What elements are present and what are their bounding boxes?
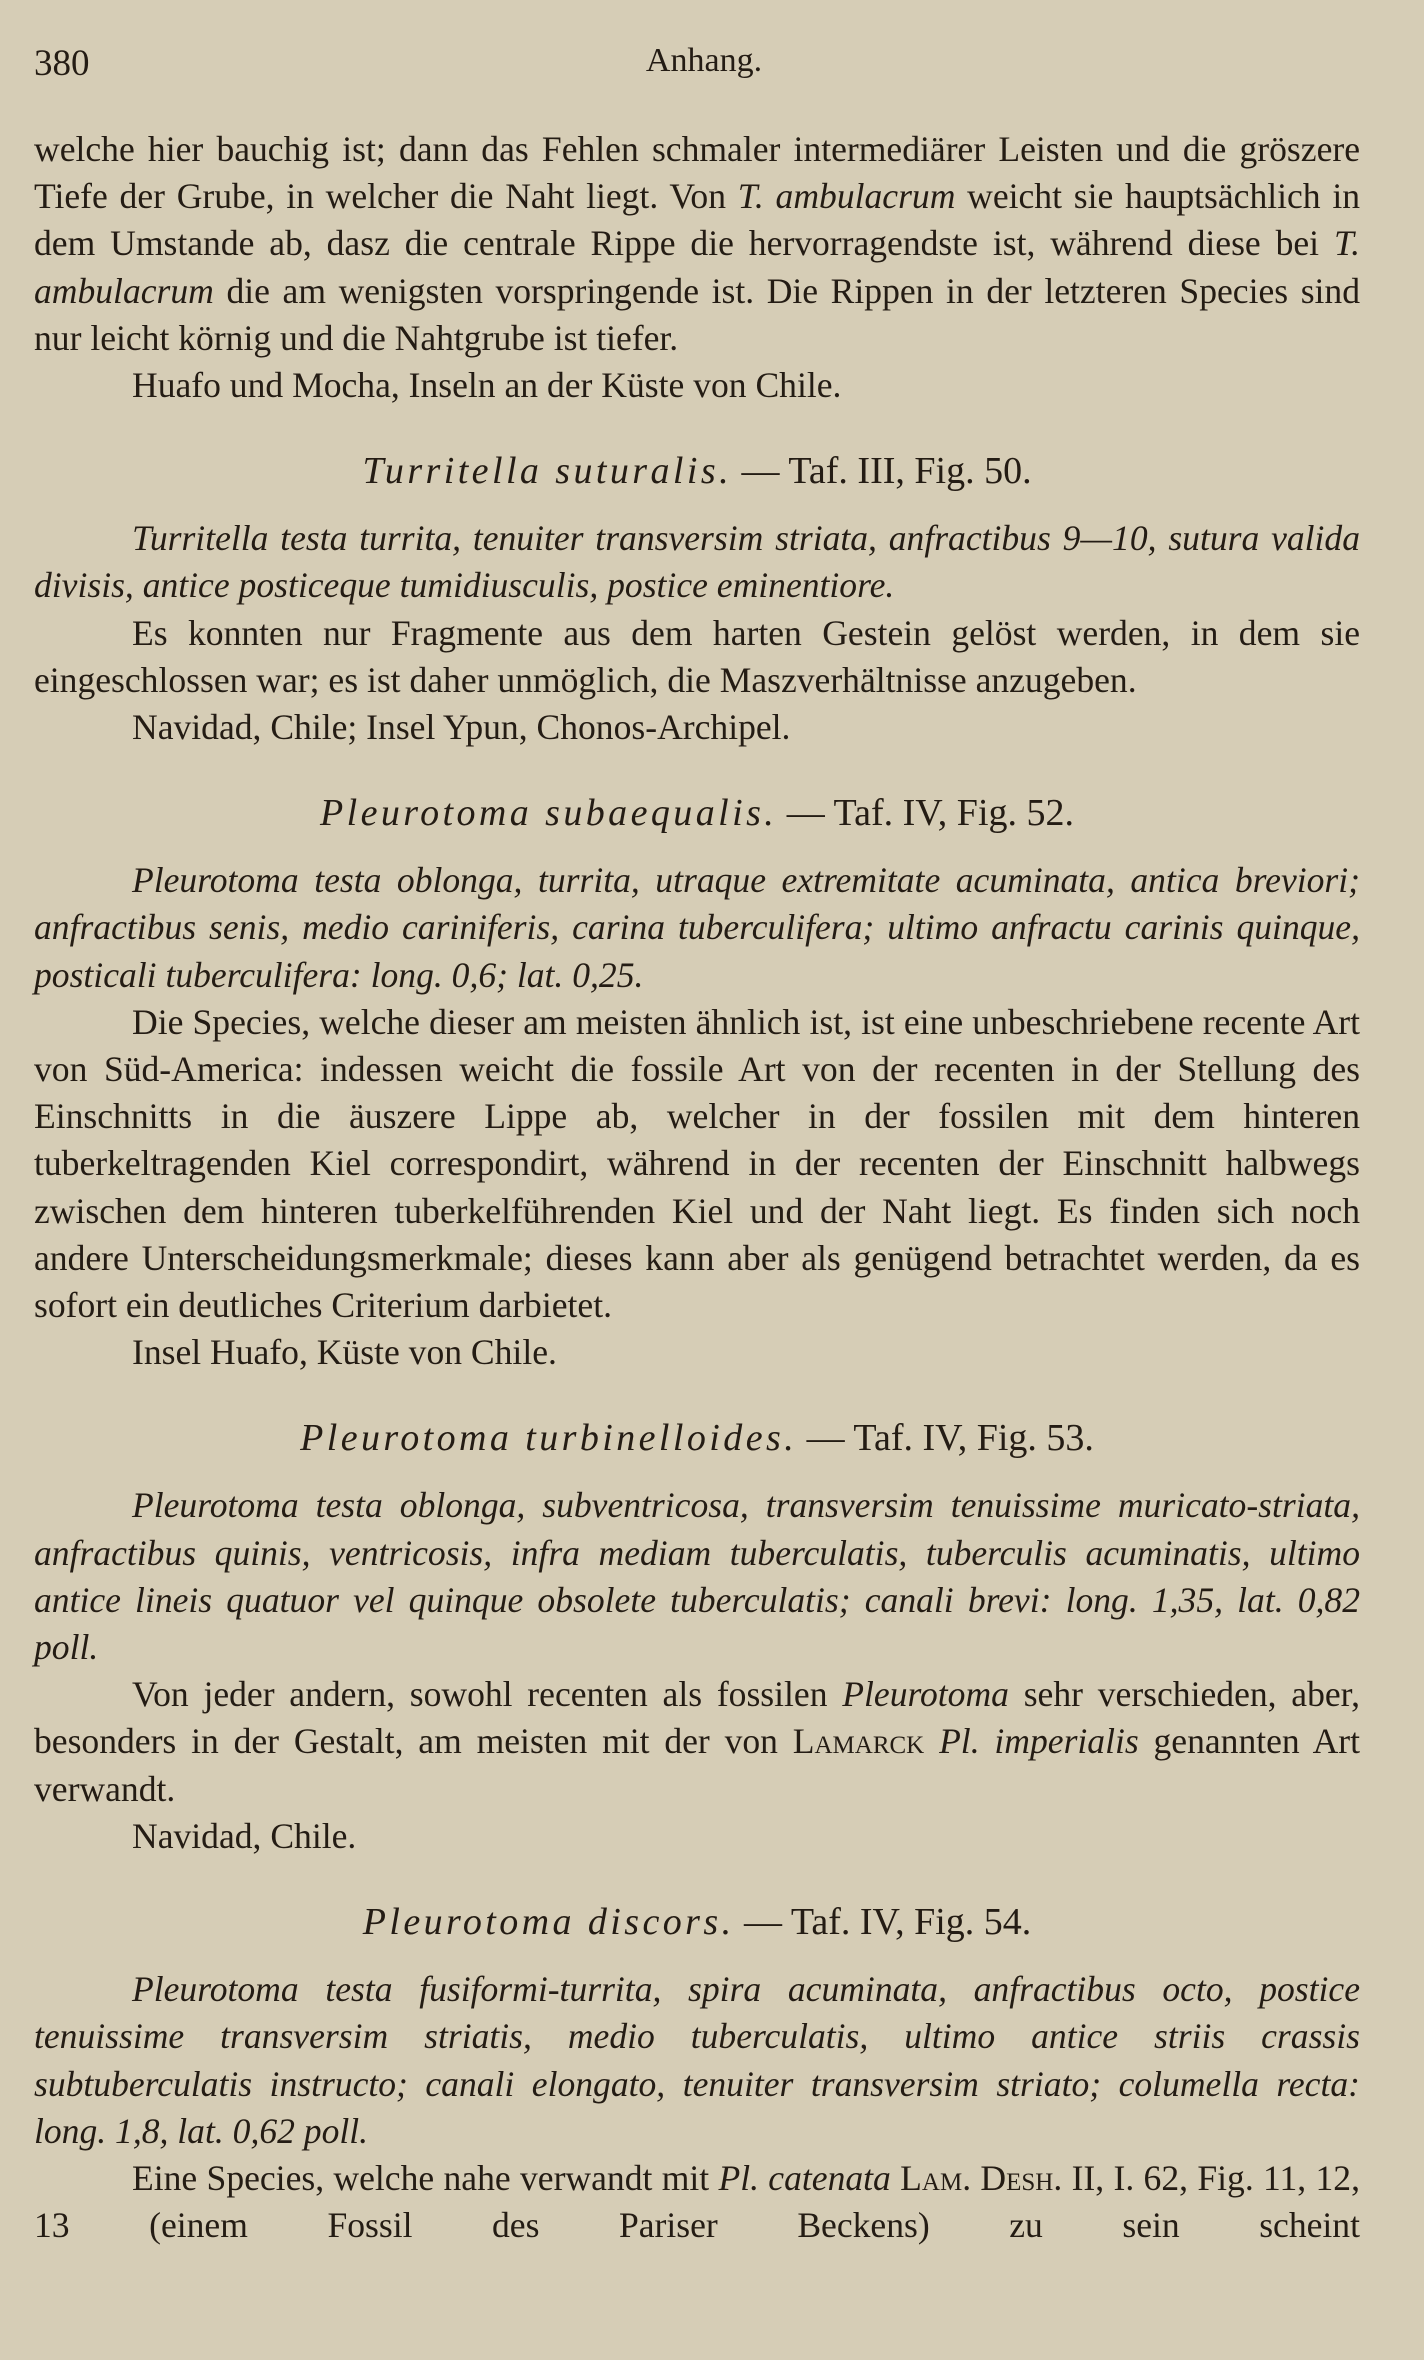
plate-reference: — Taf. IV, Fig. 53.	[797, 1417, 1094, 1460]
paragraph	[34, 126, 1360, 362]
species-name: Pleurotoma subaequalis.	[319, 792, 778, 835]
paragraph	[34, 999, 1360, 1329]
text-run: weicht sie hauptsächlich in dem Umstande ab, dasz die centrale Rippe die hervorragendste ist, während diese bei	[34, 176, 1361, 264]
text-run: welche hier bauchig ist; dann das Fehlen schmaler intermediärer Leisten und die gröszere Tiefe der Grube, in welcher die Naht liegt. Von	[34, 129, 1360, 217]
species-name: Turritella suturalis.	[362, 450, 733, 493]
species-heading	[34, 1896, 1360, 1948]
latin-diagnosis	[34, 1966, 1360, 2155]
plate-reference: — Taf. IV, Fig. 52.	[777, 792, 1075, 835]
text-run: sehr verschieden, aber, besonders in der Gestalt, am meisten mit der von	[34, 1674, 1360, 1762]
species-heading	[34, 445, 1360, 497]
italic-text: T. ambulacrum	[34, 223, 1360, 311]
species-name: Pleurotoma discors.	[362, 1901, 735, 1944]
italic-text: Pl. catenata	[718, 2157, 891, 2198]
italic-text: Pl. imperialis	[939, 1721, 1139, 1762]
species-heading	[34, 787, 1360, 839]
text-run: Es konnten nur Fragmente aus dem harten Gestein gelöst werden, in dem sie eingeschlossen war; es ist daher unmöglich, die Maszverhältnisse anzugeben.	[34, 612, 1360, 700]
text-run: genannten Art verwandt.	[34, 1721, 1360, 1809]
latin-diagnosis	[34, 1482, 1360, 1671]
species-name: Pleurotoma turbinelloides.	[300, 1417, 798, 1460]
species-heading	[34, 1412, 1360, 1464]
author-name: Lam. Desh.	[900, 2157, 1063, 2198]
paragraph	[34, 704, 1360, 751]
paragraph	[34, 1329, 1360, 1376]
paragraph	[34, 610, 1360, 704]
paragraph	[34, 2155, 1360, 2249]
text-run: II, I. 62, Fig. 11, 12, 13 (einem Fossil des Pariser Beckens) zu sein scheint	[34, 2157, 1360, 2246]
text-run: Von jeder andern, sowohl recenten als fossilen	[132, 1674, 843, 1715]
text-run: Turritella testa turrita, tenuiter transversim striata, anfractibus 9—10, sutura valida divisis, antice posticeque tumidiusculis, postice eminentiore.	[34, 518, 1360, 606]
paragraph	[34, 362, 1360, 409]
text-run: Navidad, Chile; Insel Ypun, Chonos-Archipel.	[132, 707, 791, 748]
latin-diagnosis	[34, 857, 1360, 999]
plate-reference: — Taf. IV, Fig. 54.	[734, 1901, 1032, 1944]
plate-reference: — Taf. III, Fig. 50.	[732, 450, 1032, 493]
paragraph	[34, 1671, 1360, 1813]
text-run: Huafo und Mocha, Inseln an der Küste von Chile.	[132, 365, 842, 406]
text-run	[891, 2158, 900, 2198]
text-run	[924, 1721, 939, 1761]
running-title: Anhang.	[645, 42, 763, 79]
paragraph	[34, 1813, 1360, 1860]
page-header	[34, 42, 1374, 92]
latin-diagnosis	[34, 515, 1360, 609]
text-run: die am wenigsten vorspringende ist. Die Rippen in der letzteren Species sind nur leicht körnig und die Nahtgrube ist tiefer.	[34, 270, 1360, 358]
text-run: Navidad, Chile.	[132, 1815, 357, 1856]
text-run: Eine Species, welche nahe verwandt mit	[132, 2157, 719, 2198]
text-run: Pleurotoma testa oblonga, subventricosa, transversim tenuissime muricato-striata, anfractibus quinis, ventricosis, infra mediam tuberculatis, tuberculis acuminatis, ultimo antice lineis quatuor vel quinque obsolete tuberculatis; canali brevi: long. 1,35, lat. 0,82 poll.	[34, 1485, 1360, 1668]
italic-text: T. ambulacrum	[737, 176, 956, 217]
text-run: Pleurotoma testa fusiformi-turrita, spira acuminata, anfractibus octo, postice tenuissime transversim striatis, medio tuberculatis, ultimo antice striis crassis subtuberculatis instructo; canali elongato, tenuiter transversim striato; columella recta: long. 1,8, lat. 0,62 poll.	[34, 1969, 1360, 2151]
text-run: Pleurotoma testa oblonga, turrita, utraque extremitate acuminata, antica breviori; anfractibus senis, medio cariniferis, carina tuberculifera; ultimo anfractu carinis quinque, posticali tuberculifera: long. 0,6; lat. 0,25.	[34, 860, 1360, 995]
page-number: 380	[34, 43, 90, 84]
italic-text: Pleurotoma	[842, 1674, 1009, 1715]
page-body	[34, 126, 1360, 2249]
text-run: Die Species, welche dieser am meisten ähnlich ist, ist eine unbeschriebene recente Art von Süd-America: indessen weicht die fossile Art von der recenten in der Stellung des Einschnitts in die äuszere Lippe ab, welcher in der fossilen mit dem hinteren tuberkeltragenden Kiel correspondirt, während in der recenten der Einschnitt halbwegs zwischen dem hinteren tuberkelführenden Kiel und der Naht liegt. Es finden sich noch andere Unterscheidungsmerkmale; dieses kann aber als genügend betrachtet werden, da es sofort ein deutliches Criterium darbietet.	[34, 1001, 1360, 1326]
text-run: Insel Huafo, Küste von Chile.	[132, 1332, 557, 1373]
author-name: Lamarck	[792, 1721, 925, 1762]
